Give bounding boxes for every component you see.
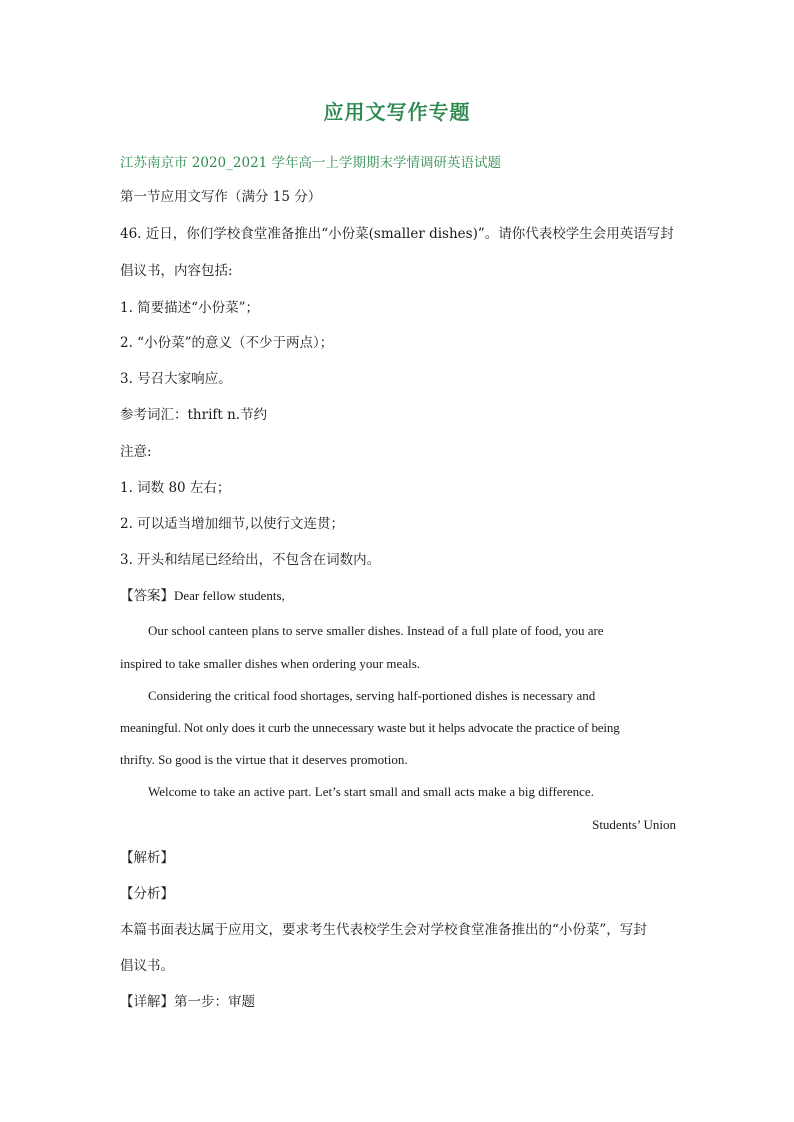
answer-text-line-2: inspired to take smaller dishes when ordering your meals. bbox=[120, 656, 421, 671]
question-line-1: 46. 近日，你们学校食堂准备推出“小份菜(smaller dishes)”。请你代表校学生会用英语写封 bbox=[120, 226, 674, 242]
answer-text-line-5: thrifty. So good is the virtue that it deserves promotion. bbox=[120, 752, 408, 767]
page-title: 应用文写作专题 bbox=[323, 100, 471, 124]
analysis-line-2: 倡议书。 bbox=[120, 958, 174, 974]
answer-label: 【答案】 bbox=[120, 588, 174, 604]
note-item-3: 3. 开头和结尾已经给出，不包含在词数内。 bbox=[120, 552, 381, 568]
requirement-item-1: 1. 简要描述“小份菜”； bbox=[120, 300, 259, 316]
question-line-2: 倡议书，内容包括: bbox=[120, 263, 233, 279]
notes-heading: 注意: bbox=[120, 444, 152, 460]
detail-label: 【详解】 bbox=[120, 994, 174, 1010]
answer-greeting: Dear fellow students, bbox=[174, 588, 285, 603]
analysis-sub-label: 【分析】 bbox=[120, 886, 174, 902]
reference-vocabulary: 参考词汇：thrift n.节约 bbox=[120, 407, 268, 423]
note-item-2: 2. 可以适当增加细节,以使行文连贯； bbox=[120, 516, 344, 532]
note-item-1: 1. 词数 80 左右； bbox=[120, 480, 231, 496]
answer-line bbox=[120, 586, 676, 606]
answer-text-line-1: Our school canteen plans to serve smaller dishes. Instead of a full plate of food, you are bbox=[148, 623, 604, 638]
analysis-label: 【解析】 bbox=[120, 850, 174, 866]
section-heading: 第一节应用文写作（满分 15 分） bbox=[120, 189, 322, 205]
answer-text-line-4: meaningful. Not only does it curb the unnecessary waste but it helps advocate the practice of being bbox=[120, 720, 620, 735]
analysis-line-1: 本篇书面表达属于应用文，要求考生代表校学生会对学校食堂准备推出的“小份菜”，写封 bbox=[120, 922, 647, 938]
answer-text-line-3: Considering the critical food shortages, serving half-portioned dishes is necessary and bbox=[148, 688, 596, 703]
answer-signature: Students’ Union bbox=[592, 817, 676, 832]
answer-text-line-6: Welcome to take an active part. Let’s start small and small acts make a big difference. bbox=[148, 784, 594, 799]
detail-line bbox=[120, 992, 676, 1012]
requirement-item-3: 3. 号召大家响应。 bbox=[120, 371, 232, 387]
exam-source: 江苏南京市 2020_2021 学年高一上学期期末学情调研英语试题 bbox=[120, 155, 502, 171]
detail-text: 第一步：审题 bbox=[174, 994, 255, 1010]
requirement-item-2: 2. “小份菜”的意义（不少于两点）； bbox=[120, 335, 334, 351]
